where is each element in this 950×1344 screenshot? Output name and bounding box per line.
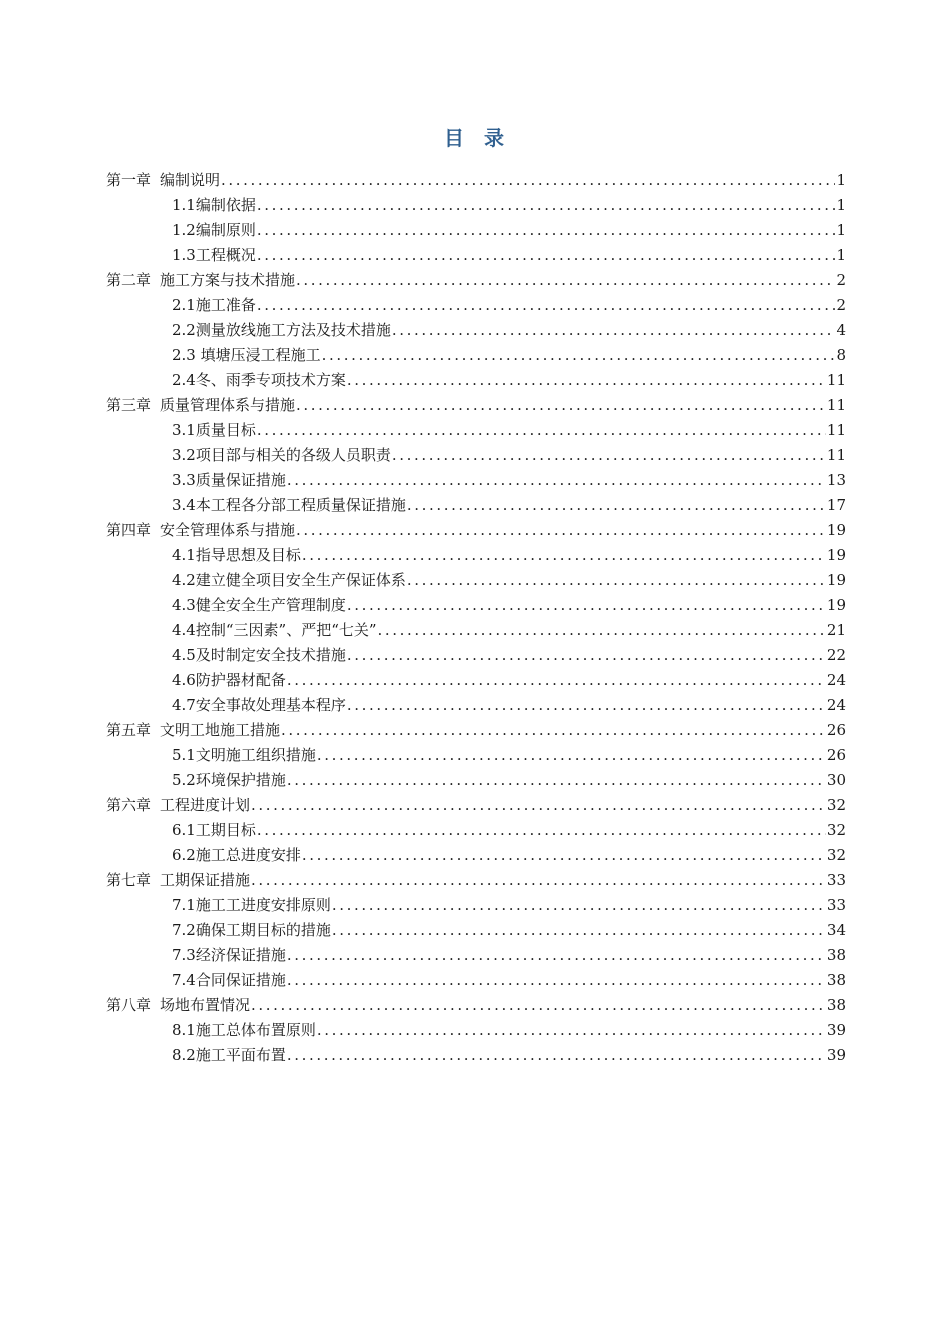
toc-chapter-entry[interactable] (106, 993, 846, 1018)
toc-title-right: 录 (484, 126, 506, 150)
toc-section-entry[interactable] (106, 643, 846, 668)
toc-entry-text (172, 818, 256, 843)
toc-page-number: 39 (826, 1021, 846, 1039)
toc-section-title: 2.3 填塘压浸工程施工 (172, 346, 321, 364)
toc-section-entry[interactable] (106, 918, 846, 943)
toc-dot-leader (251, 793, 826, 818)
toc-section-title: 8.2施工平面布置 (172, 1046, 286, 1064)
toc-dot-leader (322, 343, 836, 368)
toc-page-number: 1 (836, 246, 846, 264)
toc-page-number: 1 (836, 221, 846, 239)
toc-page-number: 24 (826, 671, 846, 689)
toc-page-number: 4 (836, 321, 846, 339)
toc-entry-text (172, 918, 331, 943)
toc-entry-text (172, 968, 286, 993)
toc-chapter-title: 质量管理体系与措施 (160, 396, 296, 414)
toc-section-entry[interactable] (106, 618, 846, 643)
toc-entry-text (106, 993, 250, 1018)
toc-page-number: 22 (826, 646, 846, 664)
toc-dot-leader (257, 418, 826, 443)
toc-entry-text (172, 843, 301, 868)
toc-chapter-title: 工程进度计划 (160, 796, 251, 814)
toc-section-title: 4.4控制“三因素”、严把“七关” (172, 621, 377, 639)
toc-section-title: 6.1工期目标 (172, 821, 256, 839)
toc-page-number: 38 (826, 946, 846, 964)
toc-page-number: 19 (826, 521, 846, 539)
toc-section-title: 3.3质量保证措施 (172, 471, 286, 489)
toc-section-entry[interactable] (106, 543, 846, 568)
toc-chapter-title: 场地布置情况 (160, 996, 251, 1014)
toc-chapter-label: 第七章 (106, 871, 152, 889)
toc-section-entry[interactable] (106, 243, 846, 268)
toc-entry-text (172, 368, 346, 393)
toc-section-title: 6.2施工总进度安排 (172, 846, 301, 864)
toc-entry-text (172, 193, 256, 218)
toc-page-number: 21 (826, 621, 846, 639)
toc-page-number: 8 (836, 346, 846, 364)
toc-chapter-entry[interactable] (106, 268, 846, 293)
toc-section-entry[interactable] (106, 343, 846, 368)
toc-section-title: 5.2环境保护措施 (172, 771, 286, 789)
toc-entry-text (172, 643, 346, 668)
toc-page-number: 19 (826, 596, 846, 614)
toc-entry-text (172, 943, 286, 968)
toc-page-number: 34 (826, 921, 846, 939)
toc-page-number: 1 (836, 171, 846, 189)
toc-dot-leader (317, 1018, 826, 1043)
toc-section-title: 2.4冬、雨季专项技术方案 (172, 371, 346, 389)
toc-dot-leader (347, 368, 826, 393)
toc-entry-text (106, 393, 295, 418)
toc-page-number: 11 (826, 446, 846, 464)
toc-section-title: 7.4合同保证措施 (172, 971, 286, 989)
toc-chapter-entry[interactable] (106, 518, 846, 543)
toc-page-number: 32 (826, 821, 846, 839)
toc-section-title: 1.1编制依据 (172, 196, 256, 214)
toc-dot-leader (287, 1043, 826, 1068)
toc-section-entry[interactable] (106, 843, 846, 868)
toc-entry-text (172, 1018, 316, 1043)
toc-dot-leader (347, 643, 826, 668)
toc-section-title: 4.7安全事故处理基本程序 (172, 696, 346, 714)
toc-entry-text (172, 668, 286, 693)
toc-section-title: 7.2确保工期目标的措施 (172, 921, 331, 939)
toc-dot-leader (407, 493, 826, 518)
toc-entry-text (106, 518, 295, 543)
toc-chapter-label: 第三章 (106, 396, 152, 414)
toc-dot-leader (332, 918, 826, 943)
toc-section-entry[interactable] (106, 768, 846, 793)
toc-chapter-label: 第四章 (106, 521, 152, 539)
toc-dot-leader (347, 693, 826, 718)
toc-chapter-entry[interactable] (106, 868, 846, 893)
toc-dot-leader (296, 393, 826, 418)
toc-section-entry[interactable] (106, 968, 846, 993)
toc-dot-leader (281, 718, 826, 743)
toc-page-number: 26 (826, 721, 846, 739)
toc-page-number: 2 (836, 296, 846, 314)
toc-section-entry[interactable] (106, 568, 846, 593)
toc-section-title: 4.5及时制定安全技术措施 (172, 646, 346, 664)
toc-page-number: 13 (826, 471, 846, 489)
toc-section-title: 3.2项目部与相关的各级人员职责 (172, 446, 391, 464)
toc-section-title: 7.3经济保证措施 (172, 946, 286, 964)
toc-dot-leader (407, 568, 826, 593)
toc-section-title: 4.1指导思想及目标 (172, 546, 301, 564)
toc-page-number: 17 (826, 496, 846, 514)
toc-dot-leader (317, 743, 826, 768)
toc-section-title: 7.1施工工进度安排原则 (172, 896, 331, 914)
toc-dot-leader (347, 593, 826, 618)
toc-chapter-label: 第二章 (106, 271, 152, 289)
toc-dot-leader (378, 618, 826, 643)
toc-dot-leader (257, 218, 836, 243)
toc-dot-leader (257, 818, 826, 843)
toc-chapter-entry[interactable] (106, 393, 846, 418)
toc-entry-text (172, 343, 321, 368)
toc-page-number: 24 (826, 696, 846, 714)
toc-section-title: 4.3健全安全生产管理制度 (172, 596, 346, 614)
toc-dot-leader (302, 843, 826, 868)
toc-page-number: 1 (836, 196, 846, 214)
toc-section-entry[interactable] (106, 468, 846, 493)
toc-section-entry[interactable] (106, 1043, 846, 1068)
toc-page-number: 11 (826, 396, 846, 414)
toc-page-number: 11 (826, 421, 846, 439)
toc-section-title: 1.3工程概况 (172, 246, 256, 264)
toc-dot-leader (251, 993, 826, 1018)
toc-section-title: 4.2建立健全项目安全生产保证体系 (172, 571, 406, 589)
toc-section-title: 2.2测量放线施工方法及技术措施 (172, 321, 391, 339)
toc-page-number: 38 (826, 971, 846, 989)
toc-section-entry[interactable] (106, 218, 846, 243)
toc-entry-text (172, 593, 346, 618)
toc-dot-leader (296, 268, 835, 293)
toc-page-number: 11 (826, 371, 846, 389)
toc-section-entry[interactable] (106, 668, 846, 693)
toc-section-entry[interactable] (106, 743, 846, 768)
toc-section-title: 5.1文明施工组织措施 (172, 746, 316, 764)
toc-dot-leader (302, 543, 826, 568)
toc-page-number: 26 (826, 746, 846, 764)
toc-page-number: 19 (826, 571, 846, 589)
toc-chapter-title: 工期保证措施 (160, 871, 251, 889)
toc-entry-text (172, 543, 301, 568)
toc-chapter-label: 第八章 (106, 996, 152, 1014)
toc-dot-leader (287, 943, 826, 968)
toc-entry-text (172, 743, 316, 768)
toc-entry-text (172, 293, 256, 318)
toc-page-number: 32 (826, 796, 846, 814)
toc-section-entry[interactable] (106, 418, 846, 443)
toc-entry-text (172, 768, 286, 793)
toc-section-title: 3.1质量目标 (172, 421, 256, 439)
toc-chapter-entry[interactable] (106, 793, 846, 818)
toc-section-entry[interactable] (106, 818, 846, 843)
toc-dot-leader (287, 968, 826, 993)
toc-entry-text (106, 168, 220, 193)
toc-page-number: 2 (836, 271, 846, 289)
toc-entry-text (106, 718, 280, 743)
toc-entry-text (172, 443, 391, 468)
toc-section-entry[interactable] (106, 443, 846, 468)
toc-dot-leader (287, 468, 826, 493)
toc-entry-text (172, 493, 406, 518)
toc-chapter-entry[interactable] (106, 168, 846, 193)
toc-section-entry[interactable] (106, 593, 846, 618)
toc-chapter-title: 施工方案与技术措施 (160, 271, 296, 289)
toc-entry-text (172, 693, 346, 718)
toc-dot-leader (257, 193, 836, 218)
toc-entry-text (172, 243, 256, 268)
toc-page-number: 19 (826, 546, 846, 564)
toc-page-number: 30 (826, 771, 846, 789)
toc-entry-text (172, 893, 331, 918)
toc-section-entry[interactable] (106, 893, 846, 918)
toc-entry-text (172, 318, 391, 343)
toc-section-entry[interactable] (106, 693, 846, 718)
toc-dot-leader (296, 518, 826, 543)
toc-page-number: 39 (826, 1046, 846, 1064)
toc-section-title: 1.2编制原则 (172, 221, 256, 239)
toc-section-entry[interactable] (106, 1018, 846, 1043)
toc-list (106, 168, 846, 1068)
toc-entry-text (106, 268, 295, 293)
toc-entry-text (172, 1043, 286, 1068)
toc-page-number: 32 (826, 846, 846, 864)
toc-section-title: 4.6防护器材配备 (172, 671, 286, 689)
toc-section-entry[interactable] (106, 193, 846, 218)
toc-chapter-title: 编制说明 (160, 171, 221, 189)
toc-section-entry[interactable] (106, 318, 846, 343)
toc-section-title: 8.1施工总体布置原则 (172, 1021, 316, 1039)
toc-dot-leader (257, 293, 836, 318)
toc-dot-leader (332, 893, 826, 918)
toc-page-number: 33 (826, 871, 846, 889)
toc-chapter-title: 安全管理体系与措施 (160, 521, 296, 539)
toc-section-entry[interactable] (106, 943, 846, 968)
toc-section-title: 3.4本工程各分部工程质量保证措施 (172, 496, 406, 514)
toc-entry-text (172, 618, 377, 643)
toc-chapter-title: 文明工地施工措施 (160, 721, 281, 739)
toc-dot-leader (287, 768, 826, 793)
toc-section-entry[interactable] (106, 368, 846, 393)
toc-title (0, 123, 950, 153)
toc-entry-text (172, 568, 406, 593)
toc-dot-leader (287, 668, 826, 693)
toc-chapter-entry[interactable] (106, 718, 846, 743)
toc-entry-text (172, 418, 256, 443)
toc-entry-text (106, 868, 250, 893)
toc-page-number: 33 (826, 896, 846, 914)
toc-section-entry[interactable] (106, 293, 846, 318)
toc-entry-text (172, 218, 256, 243)
toc-dot-leader (392, 318, 836, 343)
toc-chapter-label: 第六章 (106, 796, 152, 814)
toc-section-title: 2.1施工准备 (172, 296, 256, 314)
toc-dot-leader (392, 443, 826, 468)
toc-section-entry[interactable] (106, 493, 846, 518)
toc-chapter-label: 第五章 (106, 721, 152, 739)
toc-dot-leader (251, 868, 826, 893)
toc-entry-text (106, 793, 250, 818)
toc-page-number: 38 (826, 996, 846, 1014)
toc-entry-text (172, 468, 286, 493)
toc-dot-leader (221, 168, 835, 193)
toc-dot-leader (257, 243, 836, 268)
toc-title-left: 目 (444, 126, 466, 150)
toc-chapter-label: 第一章 (106, 171, 152, 189)
